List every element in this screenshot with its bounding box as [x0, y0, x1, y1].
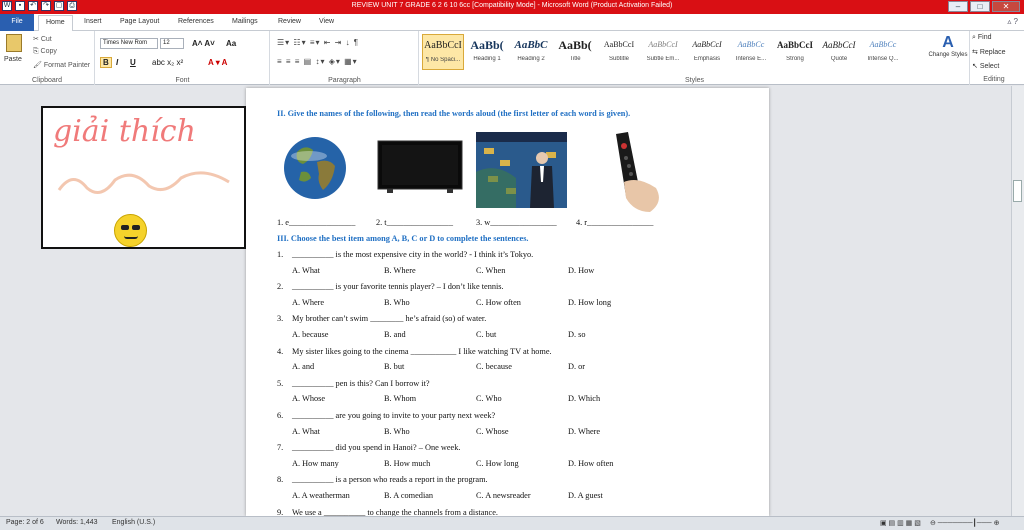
paste-icon[interactable] [6, 34, 22, 52]
answer-option[interactable]: A. What [292, 426, 320, 436]
answer-option[interactable]: C. Who [476, 394, 502, 404]
maximize-button[interactable]: □ [970, 1, 990, 12]
italic-button[interactable]: I [116, 58, 119, 67]
paragraph-label: Paragraph [328, 77, 361, 84]
answer-option[interactable]: C. because [476, 362, 512, 372]
bold-button[interactable]: B [100, 57, 112, 68]
question-text: __________ is your favorite tennis player? – I don’t like tennis. [292, 282, 504, 292]
answer-option[interactable]: D. Where [568, 426, 601, 436]
answer-option[interactable]: C. A newsreader [476, 490, 531, 500]
language-indicator[interactable]: English (U.S.) [112, 519, 156, 526]
tab-insert[interactable]: Insert [84, 18, 102, 25]
answer-option[interactable]: A. Whose [292, 394, 326, 404]
style-quote[interactable]: AaBbCcI Quote [822, 40, 856, 62]
paste-button[interactable]: Paste [4, 56, 22, 63]
tab-review[interactable]: Review [278, 18, 301, 25]
font-label: Font [175, 77, 190, 84]
answer-option[interactable]: D. How long [568, 297, 612, 307]
save-icon[interactable]: ▪ [15, 1, 25, 11]
title-bar [0, 0, 1024, 14]
font-name-select[interactable]: Times New Rom [100, 38, 158, 49]
answer-option[interactable]: D. or [568, 362, 586, 372]
document-page[interactable] [246, 88, 769, 516]
answer-blank-2[interactable]: 2. t________________ [376, 218, 453, 227]
answer-option[interactable]: B. but [384, 362, 405, 372]
replace-button[interactable]: ⇆ Replace [972, 49, 1006, 56]
select-button[interactable]: ↖ Select [972, 63, 1000, 70]
undo-icon[interactable]: ↶ [28, 1, 38, 11]
style-subtle-emphasis[interactable]: AaBbCcI Subtle Em... [646, 40, 680, 62]
tab-file[interactable]: File [0, 14, 34, 31]
zoom-slider[interactable]: ⊖ ───────┃─── ⊕ [930, 520, 1000, 527]
print-icon[interactable]: ⎙ [67, 1, 77, 11]
format-painter-button[interactable]: 🖌 Format Painter [33, 62, 91, 69]
list-buttons[interactable]: ☰▾ ☷▾ ≡▾ ⇤ ⇥ ↓ ¶ [277, 38, 360, 47]
styles-group [420, 31, 970, 85]
answer-option[interactable]: D. How often [568, 458, 614, 468]
close-button[interactable]: ✕ [992, 1, 1020, 12]
tab-home[interactable]: Home [38, 15, 73, 31]
paragraph-group [271, 31, 419, 85]
view-buttons[interactable]: ▣ ▤ ▥ ▦ ▧ [880, 520, 921, 527]
status-bar [0, 516, 1024, 530]
tab-page-layout[interactable]: Page Layout [120, 18, 160, 25]
question-text: __________ is the most expensive city in the world? - I think it’s Tokyo. [292, 250, 534, 259]
question-number: 2. [277, 282, 284, 292]
question-number: 5. [277, 378, 284, 388]
question-number: 6. [277, 411, 284, 420]
answer-option[interactable]: D. Which [568, 394, 601, 404]
answer-option[interactable]: B. How much [384, 458, 431, 468]
question-number: 4. [277, 346, 284, 356]
clipboard-group [0, 31, 95, 85]
remote-control-image[interactable] [598, 132, 668, 214]
minimize-button[interactable]: – [948, 1, 968, 12]
question-text: __________ pen is this? Can I borrow it? [292, 378, 430, 388]
question-number: 7. [277, 443, 284, 453]
style-intense-quote[interactable]: AaBbCc Intense Q... [867, 40, 899, 62]
cut-button[interactable]: ✂ Cut [33, 36, 52, 43]
editing-label: Editing [983, 76, 1005, 83]
answer-option[interactable]: B. Who [384, 297, 410, 307]
question-number: 8. [277, 475, 284, 485]
tab-references[interactable]: References [178, 18, 214, 25]
answer-option[interactable]: B. Where [384, 265, 416, 275]
word-count[interactable]: Words: 1,443 [56, 519, 98, 526]
answer-option[interactable]: C. How often [476, 297, 521, 307]
answer-option[interactable]: D. A guest [568, 490, 603, 500]
style-heading-2[interactable]: AaBbC Heading 2 [514, 39, 548, 62]
question-text: We use a __________ to change the channels from a distance. [292, 507, 498, 516]
smiley-cursor-icon [114, 214, 147, 247]
question-text: __________ are you going to invite to your party next week? [292, 411, 496, 420]
answer-option[interactable]: A. A weatherman [292, 490, 350, 500]
answer-blank-4[interactable]: 4. r________________ [576, 218, 654, 227]
redo-icon[interactable]: ↷ [41, 1, 51, 11]
television-image[interactable] [377, 140, 463, 194]
answer-option[interactable]: B. Who [384, 426, 410, 436]
strikethrough-button[interactable]: abc x₂ x² [152, 58, 184, 67]
window-title: REVIEW UNIT 7 GRADE 6 2 6 10 6cc [Compatibility Mode] - Microsoft Word (Product Activation Failed) [351, 2, 673, 9]
page-count[interactable]: Page: 2 of 6 [6, 519, 44, 526]
answer-option[interactable]: C. When [476, 265, 506, 275]
question-number: 9. [277, 507, 284, 516]
answer-option[interactable]: A. Where [292, 297, 325, 307]
earth-image[interactable] [283, 132, 347, 204]
change-styles-button[interactable]: A Change Styles [928, 34, 968, 58]
answer-option[interactable]: D. so [568, 329, 586, 339]
answer-option[interactable]: B. and [384, 329, 406, 339]
answer-option[interactable]: C. Whose [476, 426, 509, 436]
answer-blank-3[interactable]: 3. w________________ [476, 218, 557, 227]
style-heading-1[interactable]: AaBb( Heading 1 [470, 38, 504, 62]
help-icon[interactable]: ▵ ? [1007, 17, 1018, 26]
handwriting-scribble [53, 160, 233, 200]
answer-option[interactable]: A. and [292, 362, 315, 372]
style-subtitle[interactable]: AaBbCcI Subtitle [603, 40, 635, 62]
grow-font-button[interactable]: A˄ A˅ [192, 39, 215, 48]
answer-option[interactable]: B. Whom [384, 394, 417, 404]
clipboard-label: Clipboard [32, 77, 62, 84]
align-buttons[interactable]: ≡ ≡ ≡ ▤ ↕▾ ◈▾ ▦▾ [277, 57, 358, 66]
answer-option[interactable]: C. but [476, 329, 497, 339]
section-3-heading: III. Choose the best item among A, B, C or D to complete the sentences. [277, 234, 529, 243]
style-no-spacing[interactable]: AaBbCcI ¶ No Spaci... [422, 34, 464, 70]
font-color-button[interactable]: A ▾ A [208, 58, 228, 67]
change-styles-icon: A [942, 34, 954, 51]
vertical-scrollbar[interactable] [1011, 86, 1024, 516]
section-2-heading: II. Give the names of the following, then read the words aloud (the first letter of each word is given). [277, 109, 631, 118]
answer-option[interactable]: A. How many [292, 458, 339, 468]
font-group [96, 31, 270, 85]
word-icon[interactable]: W [3, 2, 11, 9]
font-size-select[interactable]: 12 [160, 38, 184, 49]
style-emphasis[interactable]: AaBbCcI Emphasis [692, 40, 722, 62]
weatherman-image[interactable] [476, 132, 567, 208]
copy-button[interactable]: ⎘ Copy [33, 48, 57, 55]
question-number: 3. [277, 314, 284, 324]
scrollbar-thumb[interactable] [1013, 180, 1022, 202]
ribbon [0, 31, 1024, 85]
open-icon[interactable]: ▢ [55, 2, 63, 9]
style-strong[interactable]: AaBbCcI Strong [776, 40, 813, 62]
question-text: My brother can’t swim ________ he’s afraid (so) of water. [292, 314, 487, 324]
style-title[interactable]: AaBb( Title [558, 38, 592, 62]
styles-label: Styles [684, 77, 705, 84]
answer-option[interactable]: D. How [568, 265, 595, 275]
question-text: __________ did you spend in Hanoi? – One week. [292, 443, 461, 453]
ribbon-tabs [0, 14, 1024, 31]
underline-button[interactable]: U [130, 58, 136, 67]
answer-option[interactable]: B. A comedian [384, 490, 434, 500]
tab-view[interactable]: View [319, 18, 335, 25]
find-button[interactable]: ⌕ Find [972, 34, 992, 41]
answer-option[interactable]: A. What [292, 265, 320, 275]
handwriting-text: giải thích [53, 114, 196, 149]
answer-option[interactable]: A. because [292, 329, 329, 339]
answer-option[interactable]: C. How long [476, 458, 519, 468]
style-intense-emphasis[interactable]: AaBbCc Intense E... [735, 40, 767, 62]
question-text: __________ is a person who reads a report in the program. [292, 475, 488, 485]
tab-mailings[interactable]: Mailings [232, 18, 258, 25]
change-case-button[interactable]: Aa [226, 39, 237, 48]
question-text: My sister likes going to the cinema ___________ I like watching TV at home. [292, 346, 552, 356]
question-number: 1. [277, 250, 284, 259]
answer-blank-1[interactable]: 1. e________________ [277, 218, 356, 227]
